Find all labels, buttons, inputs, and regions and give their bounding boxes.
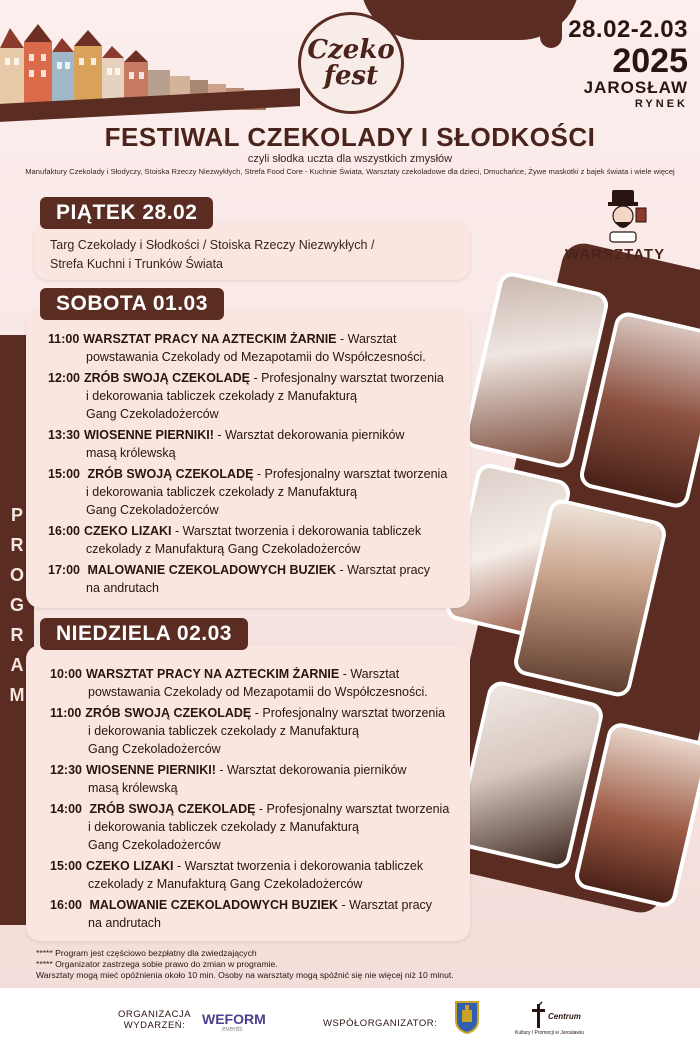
event-time: 15:00 bbox=[50, 859, 82, 873]
logo-text-top: Czeko bbox=[307, 35, 395, 65]
event-time: 12:30 bbox=[50, 763, 82, 777]
festival-title: FESTIWAL CZEKOLADY I SŁODKOŚCI bbox=[104, 122, 596, 152]
event-desc-cont: i dekorowania tabliczek czekolady z Manufakturą bbox=[88, 820, 359, 834]
event-time: 14:00 bbox=[50, 802, 82, 816]
event-desc: - Warsztat dekorowania pierników bbox=[215, 763, 407, 777]
schedule-item bbox=[48, 330, 462, 366]
event-desc: - Warsztat tworzenia i dekorowania tabliczek bbox=[173, 859, 424, 873]
friday-heading: PIĄTEK 28.02 bbox=[40, 197, 213, 229]
logo-text-bottom: fest bbox=[323, 61, 379, 91]
event-desc: - Warsztat bbox=[336, 332, 397, 346]
czekofest-logo bbox=[298, 12, 404, 114]
event-desc: - Warsztat pracy bbox=[336, 563, 431, 577]
event-time: 16:00 bbox=[48, 524, 80, 538]
saturday-card bbox=[26, 310, 470, 608]
schedule-item bbox=[50, 761, 462, 797]
event-time: 11:00 bbox=[48, 332, 80, 346]
event-name: CZEKO LIZAKI bbox=[83, 524, 172, 538]
organizer-label bbox=[118, 1009, 191, 1031]
event-desc: - Warsztat dekorowania pierników bbox=[213, 428, 405, 442]
event-time: 17:00 bbox=[48, 563, 80, 577]
program-letter: R bbox=[10, 535, 24, 555]
schedule-item bbox=[48, 465, 462, 519]
saturday-events bbox=[48, 330, 462, 597]
program-letter: A bbox=[10, 655, 24, 675]
event-desc-cont: masą królewską bbox=[88, 781, 178, 795]
friday-card bbox=[34, 222, 470, 280]
festival-offer: Manufaktury Czekolady i Słodyczy, Stoiska Rzeczy Niezwykłych, Strefa Food Core - Kuchnie Świata, Warsztaty czekoladowe dla dzieci, Dmuchańce, Żywe maskotki z bajek świata i wiele więcej bbox=[25, 167, 675, 176]
event-time: 13:30 bbox=[48, 428, 80, 442]
event-time: 11:00 bbox=[50, 706, 82, 720]
event-desc-cont: Gang Czekoladożerców bbox=[88, 742, 221, 756]
event-desc-cont: powstawania Czekolady od Mezapotamii do Współczesności. bbox=[86, 350, 426, 364]
event-desc-cont: i dekorowania tabliczek czekolady z Manufakturą bbox=[86, 485, 357, 499]
event-name: WARSZTAT PRACY NA AZTECKIM ŻARNIE bbox=[85, 667, 340, 681]
program-letter: G bbox=[9, 595, 24, 615]
event-desc: - Profesjonalny warsztat tworzenia bbox=[251, 706, 446, 720]
event-name: WARSZTAT PRACY NA AZTECKIM ŻARNIE bbox=[83, 332, 337, 346]
event-dates bbox=[568, 16, 688, 110]
event-time: 12:00 bbox=[48, 371, 80, 385]
schedule-item bbox=[48, 426, 462, 462]
event-desc-cont: masą królewską bbox=[86, 446, 176, 460]
centrum-logo-text: Centrum bbox=[548, 1012, 581, 1021]
program-letter: O bbox=[9, 565, 24, 585]
schedule-item bbox=[50, 896, 462, 932]
weform-logo: WEFORM bbox=[202, 1011, 266, 1027]
event-time: 15:00 bbox=[48, 467, 80, 481]
weform-logo-sub: events bbox=[222, 1026, 243, 1033]
sunday-heading: NIEDZIELA 02.03 bbox=[40, 618, 248, 650]
schedule-item bbox=[48, 369, 462, 423]
event-desc: - Profesjonalny warsztat tworzenia bbox=[249, 371, 444, 385]
event-time: 16:00 bbox=[50, 898, 82, 912]
program-letter: P bbox=[10, 505, 23, 525]
footnote-1: ***** Program jest częściowo bezpłatny dla zwiedzających bbox=[36, 948, 257, 958]
friday-line-2: Strefa Kuchni i Trunków Świata bbox=[50, 257, 223, 271]
schedule-item bbox=[50, 857, 462, 893]
schedule-item bbox=[50, 665, 462, 701]
event-desc-cont: czekolady z Manufakturą Gang Czekoladożerców bbox=[86, 542, 361, 556]
friday-line-1: Targ Czekolady i Słodkości / Stoiska Rzeczy Niezwykłych / bbox=[50, 238, 375, 252]
festival-subtitle: czyli słodka uczta dla wszystkich zmysłów bbox=[247, 153, 453, 165]
sunday-events bbox=[50, 665, 462, 932]
place: RYNEK bbox=[634, 98, 688, 110]
footnotes bbox=[36, 948, 454, 981]
sunday-card bbox=[26, 645, 470, 941]
program-letter: R bbox=[10, 625, 24, 645]
centrum-logo-sub: Kultury i Promocji w Jarosławiu bbox=[515, 1030, 584, 1036]
event-desc: - Warsztat pracy bbox=[338, 898, 433, 912]
event-name: CZEKO LIZAKI bbox=[85, 859, 174, 873]
program-letter: M bbox=[9, 685, 25, 705]
event-name: WIOSENNE PIERNIKI! bbox=[85, 763, 216, 777]
event-desc: - Profesjonalny warsztat tworzenia bbox=[253, 467, 448, 481]
organizer-label-line1: ORGANIZACJA bbox=[118, 1009, 192, 1020]
schedule-item bbox=[50, 800, 462, 854]
city: JAROSŁAW bbox=[583, 78, 688, 97]
footnote-2: ***** Organizator zastrzega sobie prawo do zmian w programie. bbox=[36, 959, 278, 969]
jaroslaw-crest-icon bbox=[454, 1000, 480, 1034]
event-name: ZRÓB SWOJĄ CZEKOLADĘ bbox=[83, 467, 254, 481]
event-time: 10:00 bbox=[50, 667, 82, 681]
event-desc-cont: na andrutach bbox=[86, 581, 159, 595]
saturday-heading: SOBOTA 01.03 bbox=[40, 288, 224, 320]
event-desc: - Warsztat tworzenia i dekorowania tabliczek bbox=[171, 524, 422, 538]
event-desc-cont: Gang Czekoladożerców bbox=[88, 838, 221, 852]
schedule-item bbox=[50, 704, 462, 758]
event-name: WIOSENNE PIERNIKI! bbox=[83, 428, 214, 442]
event-desc: - Warsztat bbox=[339, 667, 400, 681]
event-desc: - Profesjonalny warsztat tworzenia bbox=[255, 802, 450, 816]
event-name: ZRÓB SWOJĄ CZEKOLADĘ bbox=[85, 706, 252, 720]
warsztaty-label: WARSZTATY bbox=[565, 246, 666, 263]
footnote-3: Warsztaty mogą mieć opóźnienia około 10 min. Osoby na warsztaty mogą spóźnić się nie więcej niż 10 minut. bbox=[36, 970, 454, 980]
coorganizer-label: WSPÓŁORGANIZATOR: bbox=[323, 1018, 438, 1029]
event-desc-cont: i dekorowania tabliczek czekolady z Manufakturą bbox=[88, 724, 359, 738]
event-name: MALOWANIE CZEKOLADOWYCH BUZIEK bbox=[83, 563, 337, 577]
schedule-item bbox=[48, 522, 462, 558]
event-desc-cont: Gang Czekoladożerców bbox=[86, 407, 219, 421]
chocolate-drip-drop bbox=[540, 0, 562, 48]
event-desc-cont: i dekorowania tabliczek czekolady z Manufakturą bbox=[86, 389, 357, 403]
event-name: MALOWANIE CZEKOLADOWYCH BUZIEK bbox=[85, 898, 339, 912]
chef-mascot-icon bbox=[596, 188, 652, 244]
event-desc-cont: na andrutach bbox=[88, 916, 161, 930]
schedule-item bbox=[48, 561, 462, 597]
event-desc-cont: czekolady z Manufakturą Gang Czekoladożerców bbox=[88, 877, 363, 891]
event-desc-cont: Gang Czekoladożerców bbox=[86, 503, 219, 517]
event-name: ZRÓB SWOJĄ CZEKOLADĘ bbox=[83, 371, 250, 385]
event-name: ZRÓB SWOJĄ CZEKOLADĘ bbox=[85, 802, 256, 816]
date-range: 28.02-2.03 bbox=[568, 16, 688, 43]
event-desc-cont: powstawania Czekolady od Mezapotamii do Współczesności. bbox=[88, 685, 428, 699]
year: 2025 bbox=[612, 42, 688, 80]
organizer-label-line2: WYDARZEŃ: bbox=[123, 1020, 186, 1031]
